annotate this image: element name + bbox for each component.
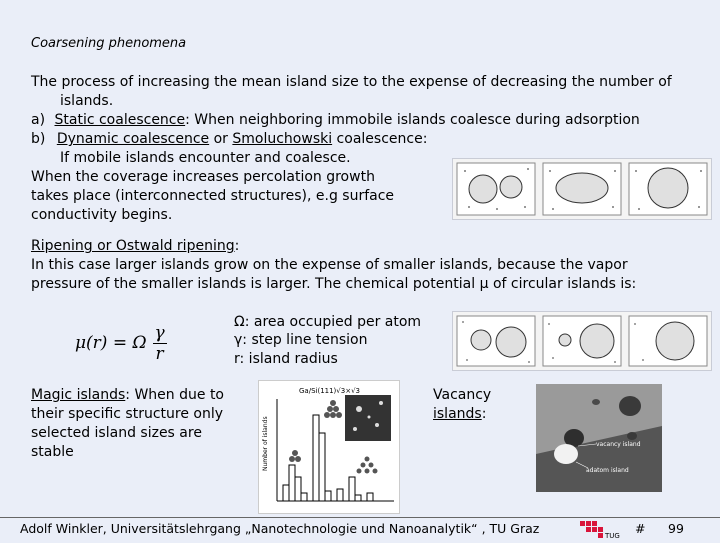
mu-symbol: μ [479, 276, 489, 292]
page-hash: # [635, 521, 646, 536]
vacancy-islands-line-2 [433, 405, 486, 425]
static-coalescence-term: Static coalescence [54, 112, 186, 128]
magic-islands-term: Magic islands [31, 387, 126, 403]
dynamic-coalescence-term: Dynamic coalescence [56, 131, 210, 147]
vacancy-island-label: vacancy island [596, 441, 641, 448]
legend-omega: Ω: area occupied per atom [234, 314, 422, 330]
item-a-marker: a) [31, 112, 46, 128]
ripening-figure [452, 311, 712, 371]
ripening-heading-line [31, 237, 239, 257]
item-a-text: : When neighboring immobile islands coalesce during adsorption [185, 112, 640, 128]
percolation-line-3: conductivity begins. [31, 207, 173, 223]
ostwald-ripening-term: Ripening or Ostwald ripening [31, 238, 235, 254]
tug-logo [578, 517, 618, 539]
item-b-line-2: If mobile islands encounter and coalesce. [60, 150, 351, 166]
magic-islands-line-3: selected island sizes are [31, 425, 202, 441]
histogram-y-label: Number of islands [262, 416, 269, 471]
vacancy-colon: : [481, 406, 487, 422]
ripening-line-2-start: pressure of the smaller islands is larger. The chemical potential [31, 276, 480, 292]
histogram-title: Ga/Si(111)√3×√3 [299, 387, 360, 395]
tug-logo-text: TUG [605, 532, 620, 540]
ripening-line-2 [31, 275, 636, 295]
chemical-potential-formula [75, 318, 167, 368]
percolation-line-1: When the coverage increases percolation growth [31, 169, 375, 185]
formula-numerator: γ [154, 322, 165, 343]
item-b-text: coalescence: [332, 131, 428, 147]
legend-gamma: γ: step line tension [234, 332, 368, 348]
ripening-colon: : [234, 238, 240, 254]
legend-radius: r: island radius [234, 351, 338, 367]
magic-islands-line-2: their specific structure only [31, 406, 224, 422]
item-b [31, 130, 427, 150]
magic-islands-text: : When due to [125, 387, 224, 403]
page-number: 99 [668, 521, 684, 536]
item-b-mid: or [209, 131, 233, 147]
intro-line-2: islands. [60, 93, 114, 109]
magic-islands-histogram [258, 380, 400, 514]
vacancy-islands-image [536, 384, 662, 492]
slide-title: Coarsening phenomena [31, 36, 187, 51]
footer-text: Adolf Winkler, Universitätslehrgang „Nanotechnologie und Nanoanalytik“ , TU Graz [20, 521, 540, 536]
ripening-line-2-end: of circular islands is: [488, 276, 637, 292]
formula-fraction [153, 323, 167, 364]
adatom-island-label: adatom island [586, 467, 629, 474]
item-b-marker: b) [31, 131, 46, 147]
formula-denominator: r [155, 343, 164, 364]
vacancy-islands-term: islands [433, 406, 482, 422]
percolation-line-2: takes place (interconnected structures), e.g surface [31, 188, 395, 204]
coalescence-figure [452, 158, 712, 220]
magic-islands-line-1 [31, 386, 224, 406]
intro-line-1: The process of increasing the mean island size to the expense of decreasing the number of [31, 74, 672, 90]
smoluchowski-term: Smoluchowski [232, 131, 333, 147]
formula-lhs: μ(r) = Ω [75, 333, 147, 353]
magic-islands-line-4: stable [31, 444, 74, 460]
item-a [31, 111, 640, 131]
vacancy-islands-line-1: Vacancy [433, 387, 492, 403]
ripening-line-1: In this case larger islands grow on the expense of smaller islands, because the vapor [31, 257, 628, 273]
